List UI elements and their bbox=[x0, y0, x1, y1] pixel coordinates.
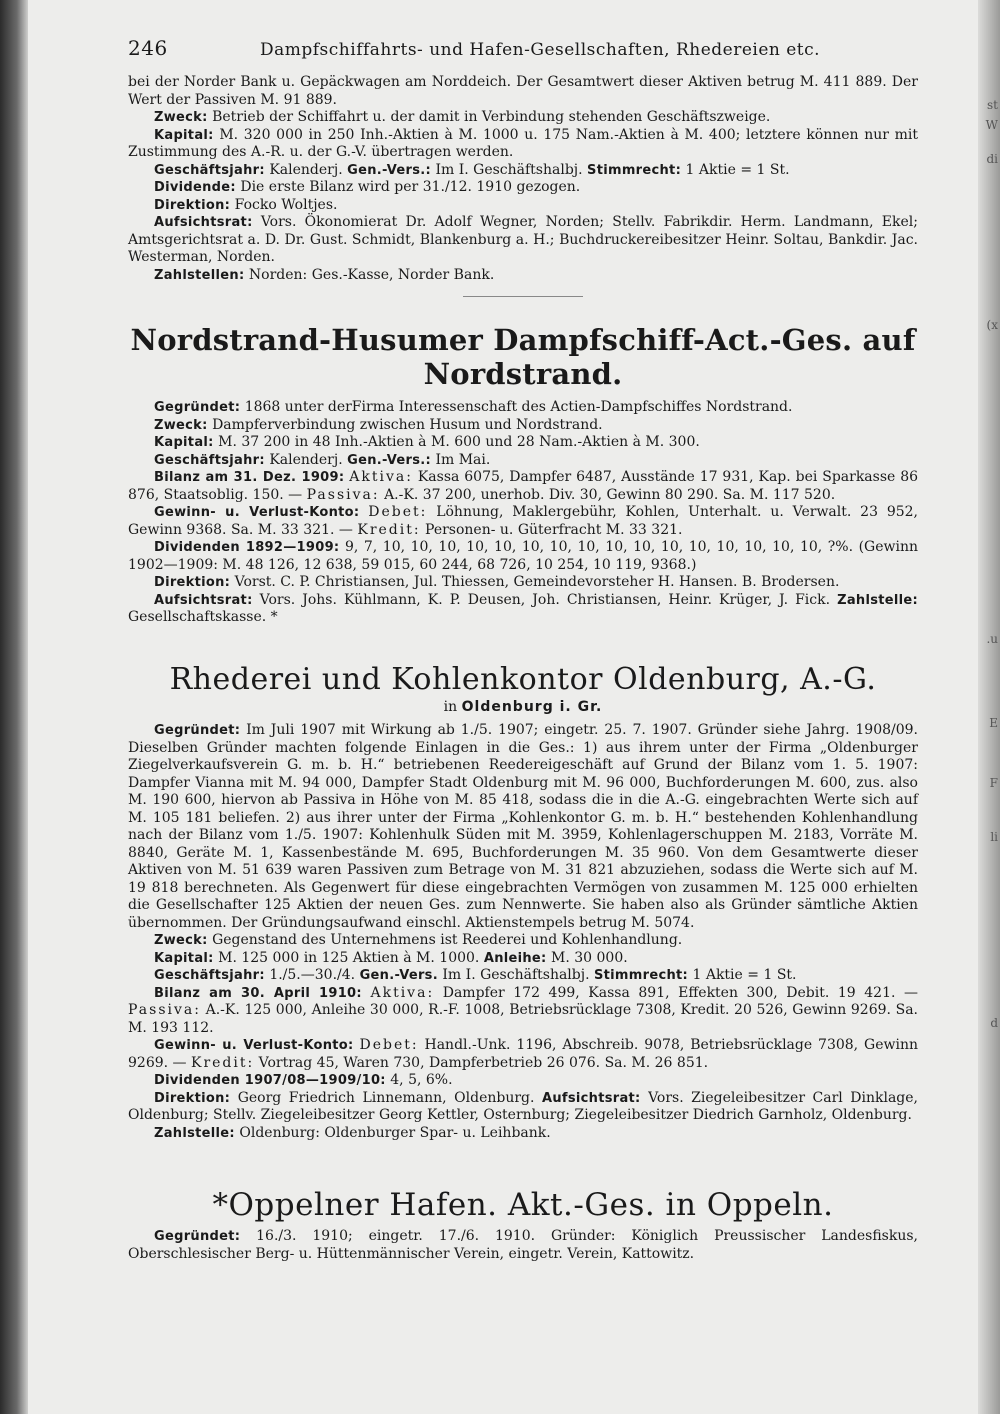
margin-fragment: (x bbox=[986, 318, 998, 332]
continuation-intro: bei der Norder Bank u. Gepäckwagen am Norddeich. Der Gesamtwert dieser Aktiven betrug M. 411 889. Der Wert der Passiven M. 91 889. bbox=[128, 74, 918, 108]
gj-text: Kalenderj. bbox=[269, 161, 343, 178]
gv-text: Im I. Geschäftshalbj. bbox=[442, 967, 590, 983]
kapital-entry bbox=[128, 127, 918, 162]
kredit-text: Personen- u. Güterfracht M. 33 321. bbox=[425, 521, 683, 538]
kapital-text: M. 37 200 in 48 Inh.-Aktien à M. 600 und 28 Nam.-Aktien à M. 300. bbox=[218, 434, 700, 450]
gj-label: Geschäftsjahr: bbox=[154, 452, 265, 468]
book-gutter-shadow bbox=[0, 0, 28, 1414]
stimmrecht-label: Stimmrecht: bbox=[587, 162, 682, 178]
page-content bbox=[128, 36, 919, 1263]
margin-fragment: st bbox=[987, 98, 998, 112]
passiva-text: A.-K. 125 000, Anleihe 30 000, R.-F. 1008, Betriebsrücklage 7308, Kredit. 20 526, Gewinn 9269. Sa. M. 193 112. bbox=[128, 1002, 919, 1036]
gegruendet-text: Im Juli 1907 mit Wirkung ab 1./5. 1907; eingetr. 25. 7. 1907. Gründer siehe Jahrg. 1908/09. Dieselben Gründer machten folgende Einlagen in die Ges.: 1) aus ihrem unter der Firma „Oldenburger Ziegelverkaufsverein G. m. b. H.“ betriebenen Reedereigeschäft auf Grund der Bilanz vom 1. 5. 1907: Dampfer Vianna mit M. 94 000, Dampfer Stadt Oldenburg mit M. 96 000, Buchforderungen M. 600, zus. also M. 190 600, hiervon ab Passiva in Höhe von M. 85 418, sodass die in die A.-G. eingebrachten Werte sich auf M. 105 181 beliefen. 2) aus ihrer unter der Firma „Kohlenkontor G. m. b. H.“ bestehenden Kohlenhandlung nach der Bilanz vom 1./5. 1907: Kohlenhulk Süden mit M. 3959, Kohlenlagerschuppen M. 2183, Vorräte M. 8840, Geräte M. 1, Kassenbestände M. 695, Buchforderungen M. 35 960. Von dem Gesamtwerte dieser Aktiven von M. 51 639 waren Passiven zum Betrage von M. 31 821 abzuziehen, sodass die Werte sich auf M. 19 818 berechneten. Als Gegenwert für diese eingebrachten Vermögen von zusammen M. 125 000 erhielten die Gesellschafter 125 Aktien der neuen Ges. zum Nennwerte. Sie haben also als Gründer sämtliche Aktien übernommen. Der Gründungsaufwand einschl. Aktienstempels betrug M. 5074. bbox=[128, 722, 918, 931]
guv-entry bbox=[128, 1037, 918, 1072]
gv-label: Gen.-Vers.: bbox=[347, 162, 431, 178]
location-text: Oldenburg i. Gr. bbox=[461, 698, 603, 715]
zweck-entry bbox=[128, 417, 918, 435]
company-title: Nordstrand-Husumer Dampfschiff-Act.-Ges. auf Nordstrand. bbox=[130, 323, 916, 391]
bilanz-label: Bilanz am 30. April 1910: bbox=[154, 985, 362, 1001]
gj-text: Kalenderj. bbox=[269, 451, 343, 468]
margin-fragment: W bbox=[985, 118, 998, 132]
dividenden-text: 4, 5, 6%. bbox=[390, 1072, 453, 1088]
kapital-entry bbox=[128, 950, 918, 968]
gj-label: Geschäftsjahr: bbox=[154, 162, 265, 178]
kapital-label: Kapital: bbox=[154, 950, 214, 966]
dividenden-text: 9, 7, 10, 10, 10, 10, 10, 10, 10, 10, 10, 10, 10, 10, 10, 10, 10, 10, ?%. (Gewinn 1902—1909: M. 48 126, 12 638, 59 015, 60 244, 68 726, 10 254, 10 119, 9368.) bbox=[128, 539, 919, 573]
zahlstelle-entry bbox=[128, 1125, 918, 1143]
debet-label: Debet: bbox=[359, 1037, 419, 1053]
margin-fragment: di bbox=[986, 152, 998, 166]
zahlstelle-label: Zahlstelle: bbox=[837, 592, 919, 608]
gegruendet-entry bbox=[128, 722, 918, 932]
dividenden-entry bbox=[128, 1072, 918, 1090]
direktion-text: Focko Woltjes. bbox=[234, 196, 338, 213]
running-header bbox=[128, 36, 918, 68]
kapital-entry bbox=[128, 434, 918, 452]
company-entry-oppeln bbox=[128, 1188, 918, 1263]
direktion-label: Direktion: bbox=[154, 197, 231, 213]
zahlstellen-label: Zahlstellen: bbox=[154, 267, 245, 283]
zahlstelle-text: Gesellschaftskasse. * bbox=[128, 609, 278, 625]
zweck-label: Zweck: bbox=[154, 110, 208, 125]
passiva-text: A.-K. 37 200, unerhob. Div. 30, Gewinn 80 290. Sa. M. 117 520. bbox=[384, 486, 836, 503]
gegruendet-text: 1868 unter derFirma Interessenschaft des Actien-Dampfschiffes Nordstrand. bbox=[244, 399, 793, 415]
stimmrecht-text: 1 Aktie = 1 St. bbox=[685, 161, 790, 178]
zahlstelle-text: Oldenburg: Oldenburger Spar- u. Leihbank. bbox=[239, 1124, 551, 1141]
zweck-text: Betrieb der Schiffahrt u. der damit in Verbindung stehenden Geschäftszweige. bbox=[212, 109, 771, 125]
company-entry-nordstrand bbox=[128, 323, 918, 627]
margin-fragment: F bbox=[989, 776, 998, 790]
page-number: 246 bbox=[128, 36, 168, 60]
aufsichtsrat-label: Aufsichtsrat: bbox=[154, 215, 253, 230]
bilanz-label: Bilanz am 31. Dez. 1909: bbox=[154, 470, 345, 485]
debet-label: Debet: bbox=[368, 504, 428, 520]
debet-text: Löhnung, Maklergebühr, Kohlen, Unterhalt. u. Verwalt. 23 952, Gewinn 9368. Sa. M. 33 321. — bbox=[128, 504, 918, 538]
direktion-text: Vorst. C. P. Christiansen, Jul. Thiessen, Gemeindevorsteher H. Hansen. B. Brodersen. bbox=[234, 574, 840, 590]
gv-text: Im I. Geschäftshalbj. bbox=[435, 161, 583, 178]
gj-label: Geschäftsjahr: bbox=[154, 968, 265, 983]
stimmrecht-label: Stimmrecht: bbox=[594, 968, 689, 983]
guv-label: Gewinn- u. Verlust-Konto: bbox=[154, 1038, 354, 1053]
continuation-section bbox=[128, 74, 918, 297]
zahlstellen-text: Norden: Ges.-Kasse, Norder Bank. bbox=[248, 266, 495, 283]
zweck-entry bbox=[128, 109, 918, 127]
aufsichtsrat-entry bbox=[128, 592, 918, 627]
geschaeftsjahr-entry bbox=[128, 452, 918, 470]
gegruendet-text: 16./3. 1910; eingetr. 17./6. 1910. Gründer: Königlich Preussischer Landesfiskus, Oberschlesischer Berg- u. Hüttenmännischer Verein, eingetr. Verein, Kattowitz. bbox=[128, 1228, 918, 1262]
anleihe-text: M. 30 000. bbox=[551, 949, 628, 966]
aktiva-label: Aktiva: bbox=[370, 984, 435, 1001]
gegruendet-entry bbox=[128, 399, 918, 417]
passiva-label: Passiva: bbox=[306, 486, 380, 503]
margin-fragment: li bbox=[990, 830, 998, 844]
aktiva-text: Kassa 6075, Dampfer 6487, Ausstände 17 931, Kap. bei Sparkasse 86 876, Staatsoblig. 150. — bbox=[128, 469, 919, 503]
aktiva-label: Aktiva: bbox=[349, 469, 413, 485]
kapital-text: M. 125 000 in 125 Aktien à M. 1000. bbox=[218, 949, 480, 966]
debet-text: Handl.-Unk. 1196, Abschreib. 9078, Betriebsrücklage 7308, Gewinn 9269. — bbox=[128, 1037, 919, 1071]
kredit-text: Vortrag 45, Waren 730, Dampferbetrieb 26 076. Sa. M. 26 851. bbox=[258, 1054, 709, 1071]
aktiva-text: Dampfer 172 499, Kassa 891, Effekten 300, Debit. 19 421. — bbox=[442, 984, 919, 1001]
aufsichtsrat-label: Aufsichtsrat: bbox=[154, 592, 253, 608]
margin-fragment: .u bbox=[986, 632, 998, 646]
running-title: Dampfschiffahrts- und Hafen-Gesellschaften, Rhedereien etc. bbox=[260, 40, 821, 60]
stimmrecht-text: 1 Aktie = 1 St. bbox=[692, 967, 797, 983]
aufsichtsrat-text: Vors. Ziegeleibesitzer Carl Dinklage, Oldenburg; Stellv. Ziegeleibesitzer Georg Kettler, Osternburg; Ziegeleibesitzer Diedrich Garnholz, Oldenburg. bbox=[128, 1089, 918, 1123]
company-title: *Oppelner Hafen. Akt.-Ges. in Oppeln. bbox=[212, 1187, 834, 1223]
direktion-label: Direktion: bbox=[154, 1090, 231, 1106]
geschaeftsjahr-entry bbox=[128, 967, 918, 985]
gegruendet-entry bbox=[128, 1228, 918, 1263]
aufsichtsrat-entry bbox=[128, 214, 918, 267]
company-location bbox=[128, 699, 918, 717]
company-entry-oldenburg bbox=[128, 663, 918, 1143]
geschaeftsjahr-entry bbox=[128, 162, 918, 180]
gegruendet-label: Gegründet: bbox=[154, 1229, 241, 1244]
kredit-label: Kredit: bbox=[357, 521, 421, 538]
aufsichtsrat-label: Aufsichtsrat: bbox=[541, 1090, 641, 1106]
direktion-entry bbox=[128, 574, 918, 592]
gv-text: Im Mai. bbox=[435, 451, 491, 468]
direktion-entry bbox=[128, 1090, 918, 1125]
guv-label: Gewinn- u. Verlust-Konto: bbox=[154, 505, 360, 520]
section-divider bbox=[463, 296, 583, 297]
gv-label: Gen.-Vers.: bbox=[347, 452, 431, 468]
zweck-label: Zweck: bbox=[154, 417, 208, 433]
passiva-label: Passiva: bbox=[128, 1002, 201, 1018]
gegruendet-label: Gegründet: bbox=[154, 723, 241, 738]
direktion-label: Direktion: bbox=[154, 575, 231, 590]
dividenden-entry bbox=[128, 539, 918, 574]
dividende-text: Die erste Bilanz wird per 31./12. 1910 gezogen. bbox=[240, 179, 581, 195]
zweck-text: Gegenstand des Unternehmens ist Reederei und Kohlenhandlung. bbox=[212, 932, 683, 948]
location-prefix: in bbox=[443, 698, 458, 715]
bilanz-entry bbox=[128, 469, 918, 504]
zweck-label: Zweck: bbox=[154, 933, 208, 948]
direktion-entry bbox=[128, 197, 918, 215]
opposite-page-edge bbox=[978, 0, 1000, 1414]
dividende-label: Dividende: bbox=[154, 180, 236, 195]
gegruendet-label: Gegründet: bbox=[154, 400, 241, 415]
gj-text: 1./5.—30./4. bbox=[269, 967, 356, 983]
dividenden-label: Dividenden 1907/08—1909/10: bbox=[154, 1073, 386, 1088]
aufsichtsrat-text: Vors. Ökonomierat Dr. Adolf Wegner, Norden; Stellv. Fabrikdir. Herm. Landmann, Ekel; Amtsgerichtsrat a. D. Dr. Gust. Schmidt, Blankenburg a. H.; Buchdruckereibesitzer Heinr. Soltau, Bankdir. Jac. Westerman, Norden. bbox=[128, 214, 918, 265]
zahlstelle-label: Zahlstelle: bbox=[154, 1125, 235, 1141]
guv-entry bbox=[128, 504, 918, 539]
margin-fragment: d bbox=[990, 1016, 998, 1030]
dividende-entry bbox=[128, 179, 918, 197]
kredit-label: Kredit: bbox=[190, 1054, 255, 1071]
zweck-text: Dampferverbindung zwischen Husum und Nordstrand. bbox=[212, 416, 603, 433]
direktion-text: Georg Friedrich Linnemann, Oldenburg. bbox=[237, 1089, 535, 1106]
gv-label: Gen.-Vers. bbox=[359, 968, 438, 983]
zweck-entry bbox=[128, 932, 918, 950]
kapital-text: M. 320 000 in 250 Inh.-Aktien à M. 1000 u. 175 Nam.-Aktien à M. 400; letztere können nur mit Zustimmung des A.-R. u. der G.-V. übertragen werden. bbox=[128, 126, 918, 160]
zahlstellen-entry bbox=[128, 267, 918, 285]
margin-fragment: E bbox=[989, 716, 998, 730]
anleihe-label: Anleihe: bbox=[483, 950, 547, 966]
dividenden-label: Dividenden 1892—1909: bbox=[154, 540, 340, 555]
aufsichtsrat-text: Vors. Johs. Kühlmann, K. P. Deusen, Joh. Christiansen, Heinr. Krüger, J. Fick. bbox=[259, 591, 831, 608]
company-title: Rhederei und Kohlenkontor Oldenburg, A.-G. bbox=[169, 661, 877, 697]
kapital-label: Kapital: bbox=[154, 127, 214, 143]
bilanz-entry bbox=[128, 985, 918, 1038]
kapital-label: Kapital: bbox=[154, 435, 214, 450]
